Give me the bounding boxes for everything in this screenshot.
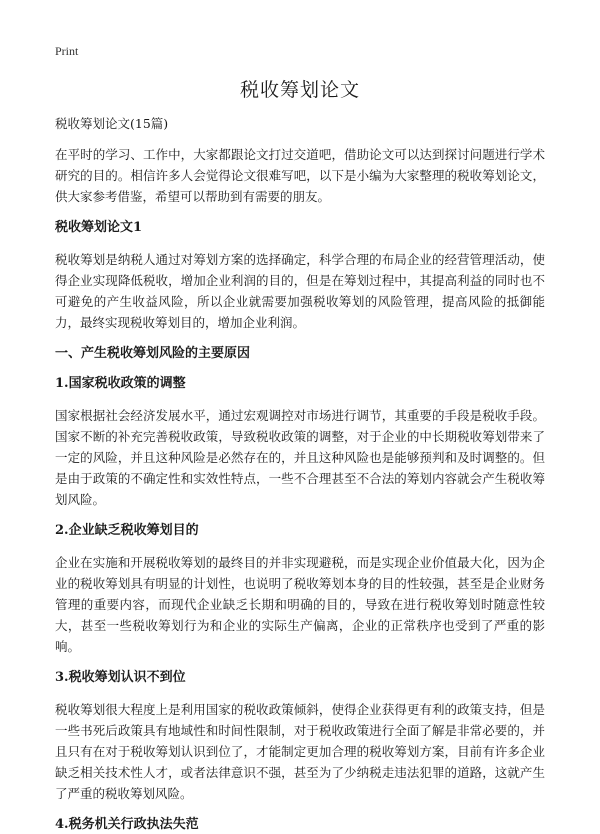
subsection-heading: 4.税务机关行政执法失范 (55, 817, 199, 832)
article-heading: 税收筹划论文1 (55, 220, 143, 235)
section-heading: 一、产生税收筹划风险的主要原因 (55, 346, 251, 361)
print-label: Print (55, 44, 79, 58)
subsection-heading: 2.企业缺乏税收筹划目的 (55, 523, 199, 538)
article-intro-paragraph: 税收筹划是纳税人通过对筹划方案的选择确定，科学合理的布局企业的经营管理活动，使得企业实现降低税收，增加企业利润的目的，但是在筹划过程中，其提高利益的同时也不可避免的产生收益风险，所以企业就需要加强税收筹划的风险管理，提高风险的抵御能力，最终实现税收筹划目的，增加企业利润。 (55, 252, 545, 330)
subsection-heading: 3.税收筹划认识不到位 (55, 670, 186, 685)
document-title: 税收筹划论文 (239, 79, 360, 101)
subsection-body: 企业在实施和开展税收筹划的最终目的并非实现避税，而是实现企业价值最大化，因为企业的税收筹划具有明显的计划性，也说明了税收筹划本身的目的性较强，甚至是企业财务管理的重要内容，而现代企业缺乏长期和明确的目的，导致在进行税收筹划时随意性较大，甚至一些税收筹划行为和企业的实际生产偏离，企业的正常秩序也受到了严重的影响。 (55, 555, 545, 654)
subsection-body: 税收筹划很大程度上是利用国家的税收政策倾斜，使得企业获得更有利的政策支持，但是一些书死后政策具有地域性和时间性限制，对于税收政策进行全面了解是非常必要的，并且只有在对于税收筹划认识到位了，才能制定更加合理的税收筹划方案，目前有许多企业缺乏相关技术性人才，或者法律意识不强，甚至为了少纳税走违法犯罪的道路，这就产生了严重的税收筹划风险。 (55, 702, 545, 801)
subsection-body: 国家根据社会经济发展水平，通过宏观调控对市场进行调节，其重要的手段是税收手段。国家不断的补充完善税收政策，导致税收政策的调整，对于企业的中长期税收筹划带来了一定的风险，并且这种风险是必然存在的，并且这种风险也是能够预判和及时调整的。但是由于政策的不确定性和实效性特点，一些不合理甚至不合法的筹划内容就会产生税收筹划风险。 (55, 408, 545, 507)
subsection-heading: 1.国家税收政策的调整 (55, 376, 186, 391)
intro-paragraph: 在平时的学习、工作中，大家都跟论文打过交道吧，借助论文可以达到探讨问题进行学术研究的目的。相信许多人会觉得论文很难写吧，以下是小编为大家整理的税收筹划论文，供大家参考借鉴，希望可以帮助到有需要的朋友。 (55, 147, 545, 204)
document-subtitle: 税收筹划论文(15篇) (55, 116, 169, 131)
